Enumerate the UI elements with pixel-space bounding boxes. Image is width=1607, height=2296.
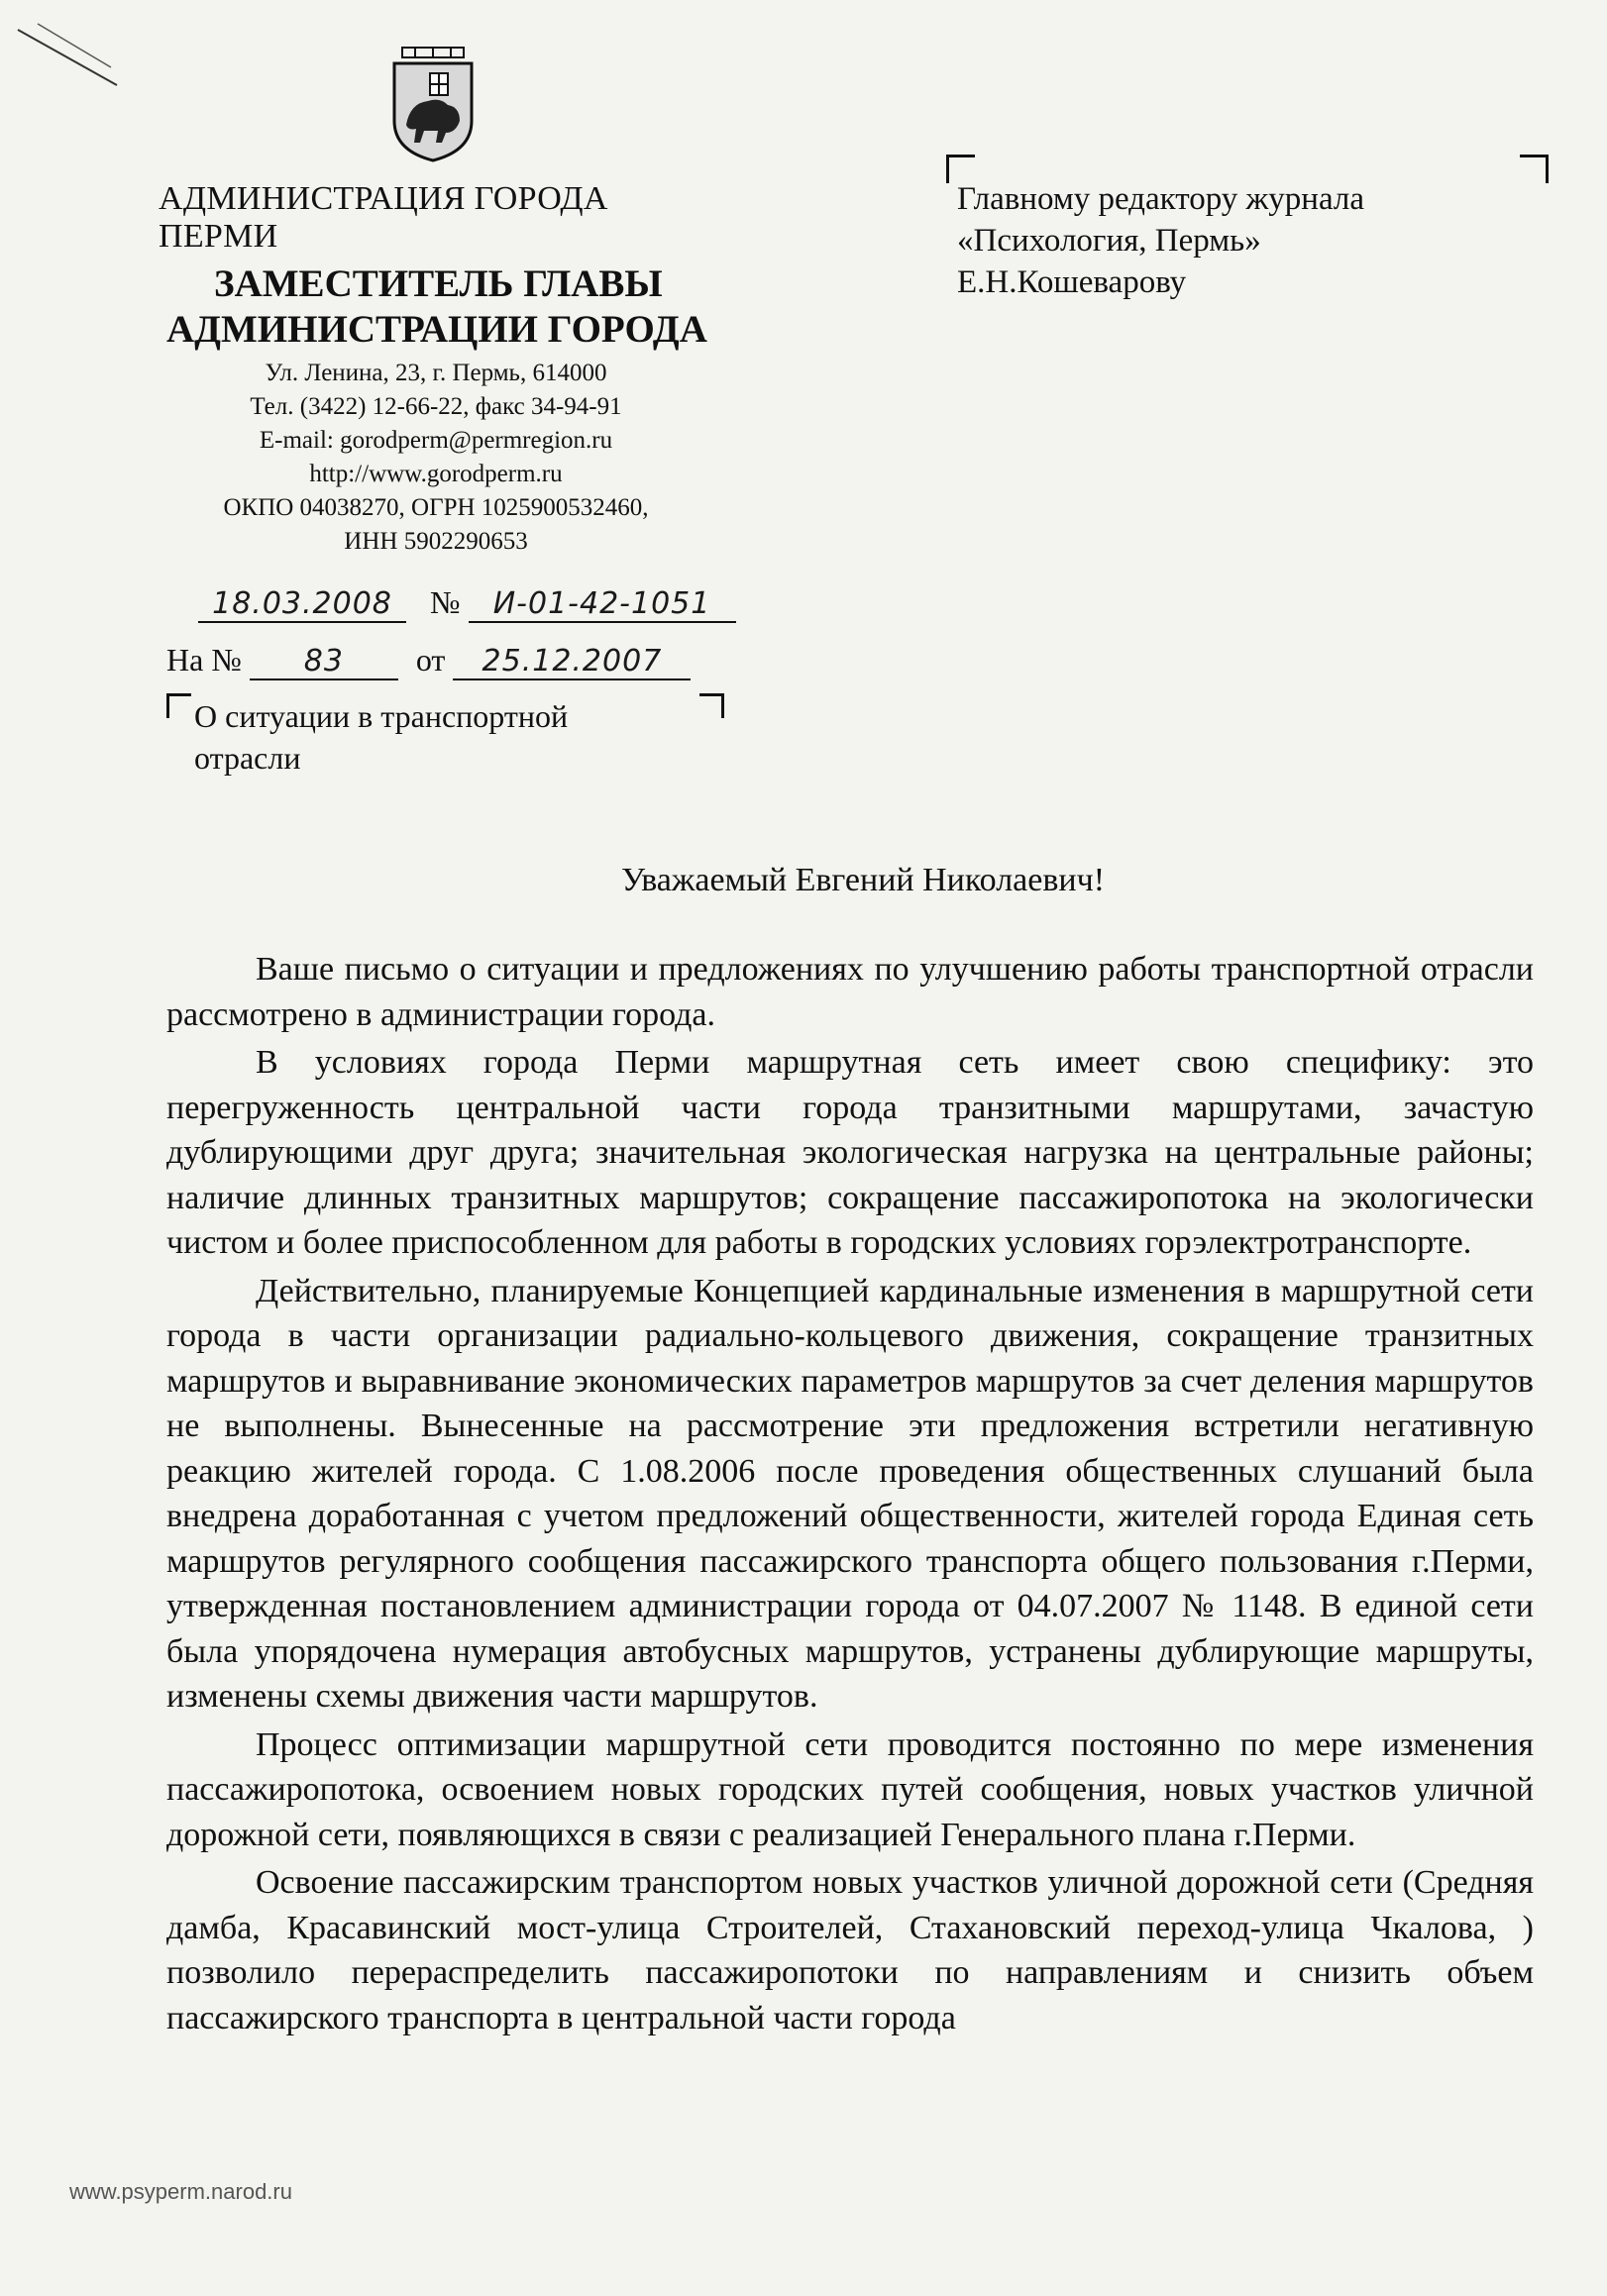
- registration-line: [198, 584, 736, 623]
- addressee-block: [957, 178, 1512, 303]
- subject-line1: О ситуации в транспортной: [194, 698, 569, 734]
- sender-phone: Тел. (3422) 12-66-22, факс 34-94-91: [250, 393, 622, 420]
- registration-number-label: №: [430, 584, 461, 620]
- sender-website: http://www.gorodperm.ru: [309, 461, 563, 487]
- sender-email: E-mail: gorodperm@permregion.ru: [259, 427, 613, 454]
- letter-body: [166, 947, 1534, 2043]
- paragraph: Освоение пассажирским транспортом новых участков уличной дорожной сети (Средняя дамба, Красавинский мост-улица Строителей, Стахановский переход-улица Чкалова, ) позволило перераспределить пассажиропотоки по направлениям и снизить объем пассажирского транспорта в центральной части города: [166, 1864, 1534, 2036]
- coat-of-arms-icon: [390, 44, 476, 162]
- salutation: Уважаемый Евгений Николаевич!: [620, 862, 1106, 898]
- scan-mark-decoration: [8, 20, 127, 89]
- reply-number-label: На №: [166, 642, 242, 678]
- sender-block: [159, 180, 733, 559]
- sender-address: Ул. Ленина, 23, г. Пермь, 614000: [265, 360, 607, 386]
- registration-number: И-01-42-1051: [469, 586, 736, 623]
- addressee-line2: «Психология, Пермь»: [957, 223, 1261, 259]
- sender-inn: ИНН 5902290653: [344, 528, 528, 555]
- registration-date: 18.03.2008: [198, 586, 406, 623]
- addressee-line3: Е.Н.Кошеварову: [957, 264, 1187, 300]
- paragraph: В условиях города Перми маршрутная сеть имеет свою специфику: это перегруженность центральной части города транзитными маршрутами, зачастую дублирующими друг друга; значительная экологическая нагрузка на центральные районы; наличие длинных транзитных маршрутов; сокращение пассажиропотока на экологически чистом и более приспособленном для работы в городских условиях горэлектротранспорте.: [166, 1044, 1534, 1261]
- subject-corner-right: [699, 693, 724, 718]
- sender-okpo-ogrn: ОКПО 04038270, ОГРН 1025900532460,: [223, 494, 649, 521]
- reply-reference-line: [166, 642, 691, 680]
- sender-title-line1: ЗАМЕСТИТЕЛЬ ГЛАВЫ: [214, 262, 663, 305]
- sender-title-line2: АДМИНИСТРАЦИИ ГОРОДА: [166, 308, 707, 351]
- sender-organization: АДМИНИСТРАЦИЯ ГОРОДА ПЕРМИ: [159, 180, 608, 255]
- reply-number: 83: [250, 644, 398, 680]
- addressee-corner-right: [1520, 155, 1549, 183]
- reply-from-label: от: [415, 642, 446, 678]
- subject-corner-left: [166, 693, 191, 718]
- reply-date: 25.12.2007: [453, 644, 691, 680]
- addressee-line1: Главному редактору журнала: [957, 181, 1365, 217]
- paragraph: Действительно, планируемые Концепцией кардинальные изменения в маршрутной сети города в части организации радиально-кольцевого движения, сокращение транзитных маршрутов и выравнивание экономических параметров маршрутов за счет деления маршрутов не выполнены. Вынесенные на рассмотрение эти предложения встретили негативную реакцию жителей города. С 1.08.2006 после проведения общественных слушаний была внедрена доработанная с учетом предложений общественности, жителей города Единая сеть маршрутов регулярного сообщения пассажирского транспорта общего пользования г.Перми, утвержденная постановлением администрации города от 04.07.2007 № 1148. В единой сети была упорядочена нумерация автобусных маршрутов, устранены дублирующие маршруты, изменены схемы движения части маршрутов.: [166, 1272, 1534, 1715]
- paragraph: Процесс оптимизации маршрутной сети проводится постоянно по мере изменения пассажиропотока, освоением новых городских путей сообщения, новых участков уличной дорожной сети, появляющихся в связи с реализацией Генерального плана г.Перми.: [166, 1725, 1534, 1853]
- footer-website: www.psyperm.narod.ru: [69, 2179, 292, 2204]
- subject-line2: отрасли: [194, 740, 301, 776]
- subject-block: [194, 695, 670, 779]
- paragraph: Ваше письмо о ситуации и предложениях по улучшению работы транспортной отрасли рассмотрено в администрации города.: [166, 951, 1534, 1033]
